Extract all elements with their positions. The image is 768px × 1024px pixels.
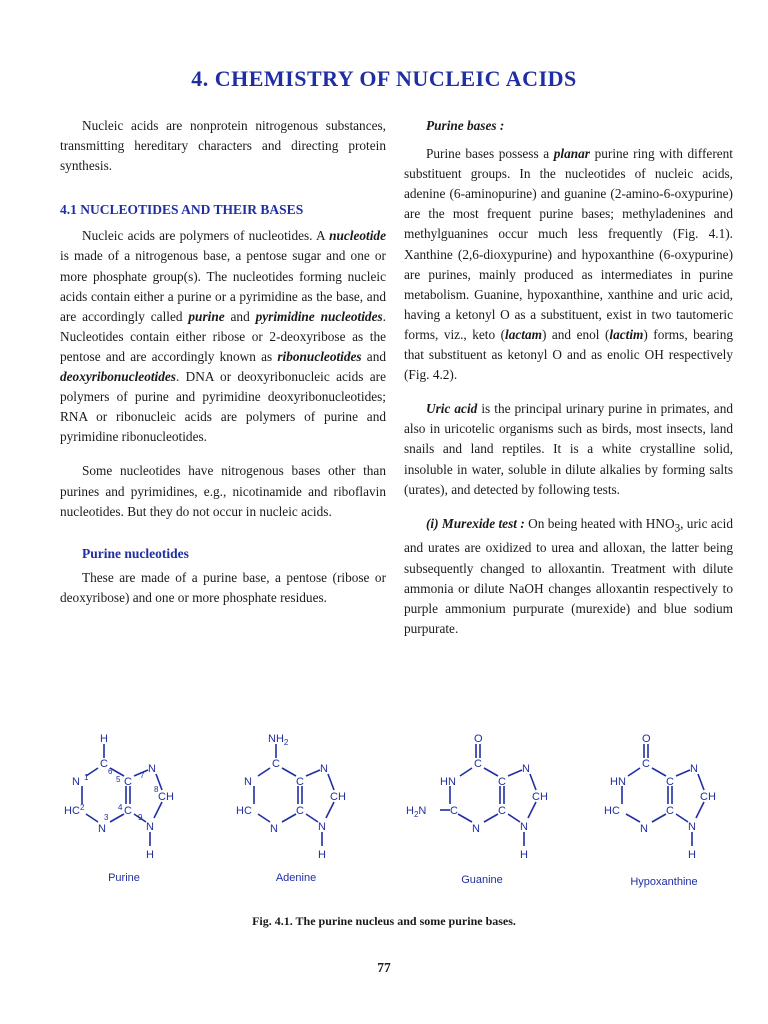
purine-atom: H: [100, 733, 108, 745]
svg-text:O: O: [474, 733, 483, 745]
svg-text:H: H: [688, 849, 696, 861]
svg-text:HN: HN: [610, 776, 626, 788]
svg-text:C: C: [272, 758, 280, 770]
purine-structure: [50, 730, 200, 870]
left-column: [60, 116, 386, 608]
svg-text:2: 2: [80, 803, 85, 812]
svg-text:5: 5: [116, 775, 121, 784]
svg-text:8: 8: [154, 785, 159, 794]
svg-text:N: N: [688, 821, 696, 833]
svg-text:CH: CH: [330, 791, 346, 803]
svg-text:N: N: [98, 823, 106, 835]
svg-text:C: C: [666, 776, 674, 788]
svg-text:H: H: [318, 849, 326, 861]
svg-text:C: C: [296, 805, 304, 817]
svg-text:HC: HC: [64, 805, 80, 817]
chapter-title: 4. CHEMISTRY OF NUCLEIC ACIDS: [191, 66, 577, 91]
svg-text:C: C: [124, 805, 132, 817]
svg-text:N: N: [690, 763, 698, 775]
hypoxanthine-structure: [588, 730, 738, 870]
hypoxanthine-label: Hypoxanthine: [630, 876, 698, 888]
murexide-test-paragraph: (i) Murexide test : On being heated with $HNO_3$, uric acid and urates are oxidized to urea and alloxan, the latter being subsequently changed to alloxantin. Treatment with dilute ammonia or dilute NaOH changes alloxantin respectively to purple ammonium purpurate (murexide) and blue sodium purpurate.: [404, 515, 733, 636]
svg-text:N: N: [320, 763, 328, 775]
svg-text:N: N: [244, 776, 252, 788]
svg-text:H: H: [146, 849, 154, 861]
purine-nucleotides-paragraph: These are made of a purine base, a pentose (ribose or deoxyribose) and one or more phosphate residues.: [60, 569, 386, 605]
svg-text:C: C: [100, 758, 108, 770]
svg-text:N: N: [270, 823, 278, 835]
svg-text:C: C: [124, 776, 132, 788]
page-number: 77: [377, 960, 391, 975]
svg-text:HC: HC: [604, 805, 620, 817]
svg-text:NH2: $NH_2$: [268, 733, 289, 747]
adenine-structure: [220, 730, 370, 870]
svg-text:N: N: [472, 823, 480, 835]
svg-text:H: H: [520, 849, 528, 861]
svg-text:O: O: [642, 733, 651, 745]
svg-text:1: 1: [84, 773, 89, 782]
svg-text:C: C: [666, 805, 674, 817]
purine-nucleotides-subheading: Purine nucleotides: [82, 545, 189, 561]
svg-text:C: C: [498, 776, 506, 788]
svg-text:HN: HN: [440, 776, 456, 788]
svg-text:CH: CH: [532, 791, 548, 803]
svg-text:N: N: [72, 776, 80, 788]
right-column: [404, 116, 733, 639]
svg-text:N: N: [522, 763, 530, 775]
svg-text:N: N: [640, 823, 648, 835]
svg-text:N: N: [520, 821, 528, 833]
svg-text:9: 9: [138, 813, 143, 822]
purine-figure: [40, 730, 740, 900]
guanine-label: Guanine: [461, 874, 503, 886]
svg-text:CH: CH: [700, 791, 716, 803]
purine-bases-paragraph: Purine bases possess a planar purine ring with different substituent groups. In the nucleotides of nucleic acids, adenine (6-aminopurine) and guanine (2-amino-6-oxypurine) are the most frequent purine bases; methyladenines and methylguanines occur much less frequently (Fig. 4.1). Xanthine (2,6-dioxypurine) and hypoxanthine (6-oxypurine) are purines, mainly produced as intermediates in purine metabolism. Guanine, hypoxanthine, xanthine and uric acid, having a ketonyl O as a substituent, exist in two tautomeric forms, viz., keto (lactam) and enol (lactim) forms, bearing that substituent as ketonyl O and as enolic OH respectively (Fig. 4.2).: [404, 146, 733, 383]
nucleotides-paragraph: Nucleic acids are polymers of nucleotides. A nucleotide is made of a nitrogenous base, a pentose sugar and one or more phosphate group(s). The nucleotides forming nucleic acids contain either a purine or a pyrimidine as the base, and are accordingly called purine and pyrimidine nucleotides. Nucleotides contain either ribose or 2-deoxyribose as the pentose and are accordingly known as ribonucleotides and deoxyribonucleotides. DNA or deoxyribonucleic acids are polymers of purine and pyrimidine deoxyribonucleotides; RNA or ribonucleic acids are polymers of purine and pyrimidine ribonucleotides.: [60, 228, 387, 445]
figure-caption: Fig. 4.1. The purine nucleus and some purine bases.: [252, 914, 516, 928]
purine-bases-heading: Purine bases :: [426, 118, 505, 133]
svg-text:C: C: [498, 805, 506, 817]
guanine-structure: [392, 730, 562, 870]
svg-text:C: C: [642, 758, 650, 770]
uric-acid-paragraph: Uric acid is the principal urinary purine in primates, and also in uricotelic organisms such as birds, most insects, land snails and land reptiles. It is a white crystalline solid, insoluble in water, soluble in dilute alkalies by forming salts (urates), and detected by following tests.: [404, 401, 733, 497]
section-heading: 4.1 NUCLEOTIDES AND THEIR BASES: [60, 202, 304, 218]
svg-text:N: N: [146, 821, 154, 833]
other-nucleotides-paragraph: Some nucleotides have nitrogenous bases other than purines and pyrimidines, e.g., nicotinamide and riboflavin nucleotides. But they do not occur in nucleic acids.: [60, 463, 386, 519]
purine-label: Purine: [108, 872, 140, 884]
svg-text:C: C: [450, 805, 458, 817]
svg-text:N: N: [318, 821, 326, 833]
svg-text:CH: CH: [158, 791, 174, 803]
svg-text:C: C: [474, 758, 482, 770]
svg-text:HC: HC: [236, 805, 252, 817]
svg-text:N: N: [148, 763, 156, 775]
svg-text:7: 7: [140, 771, 145, 780]
svg-text:C: C: [296, 776, 304, 788]
svg-text:H2N: $H_2N$: [406, 805, 427, 819]
svg-text:6: 6: [108, 767, 113, 776]
adenine-label: Adenine: [275, 872, 317, 884]
svg-text:3: 3: [104, 813, 109, 822]
svg-text:4: 4: [118, 803, 123, 812]
intro-paragraph: Nucleic acids are nonprotein nitrogenous substances, transmitting hereditary characters and directing protein synthesis.: [60, 118, 386, 174]
